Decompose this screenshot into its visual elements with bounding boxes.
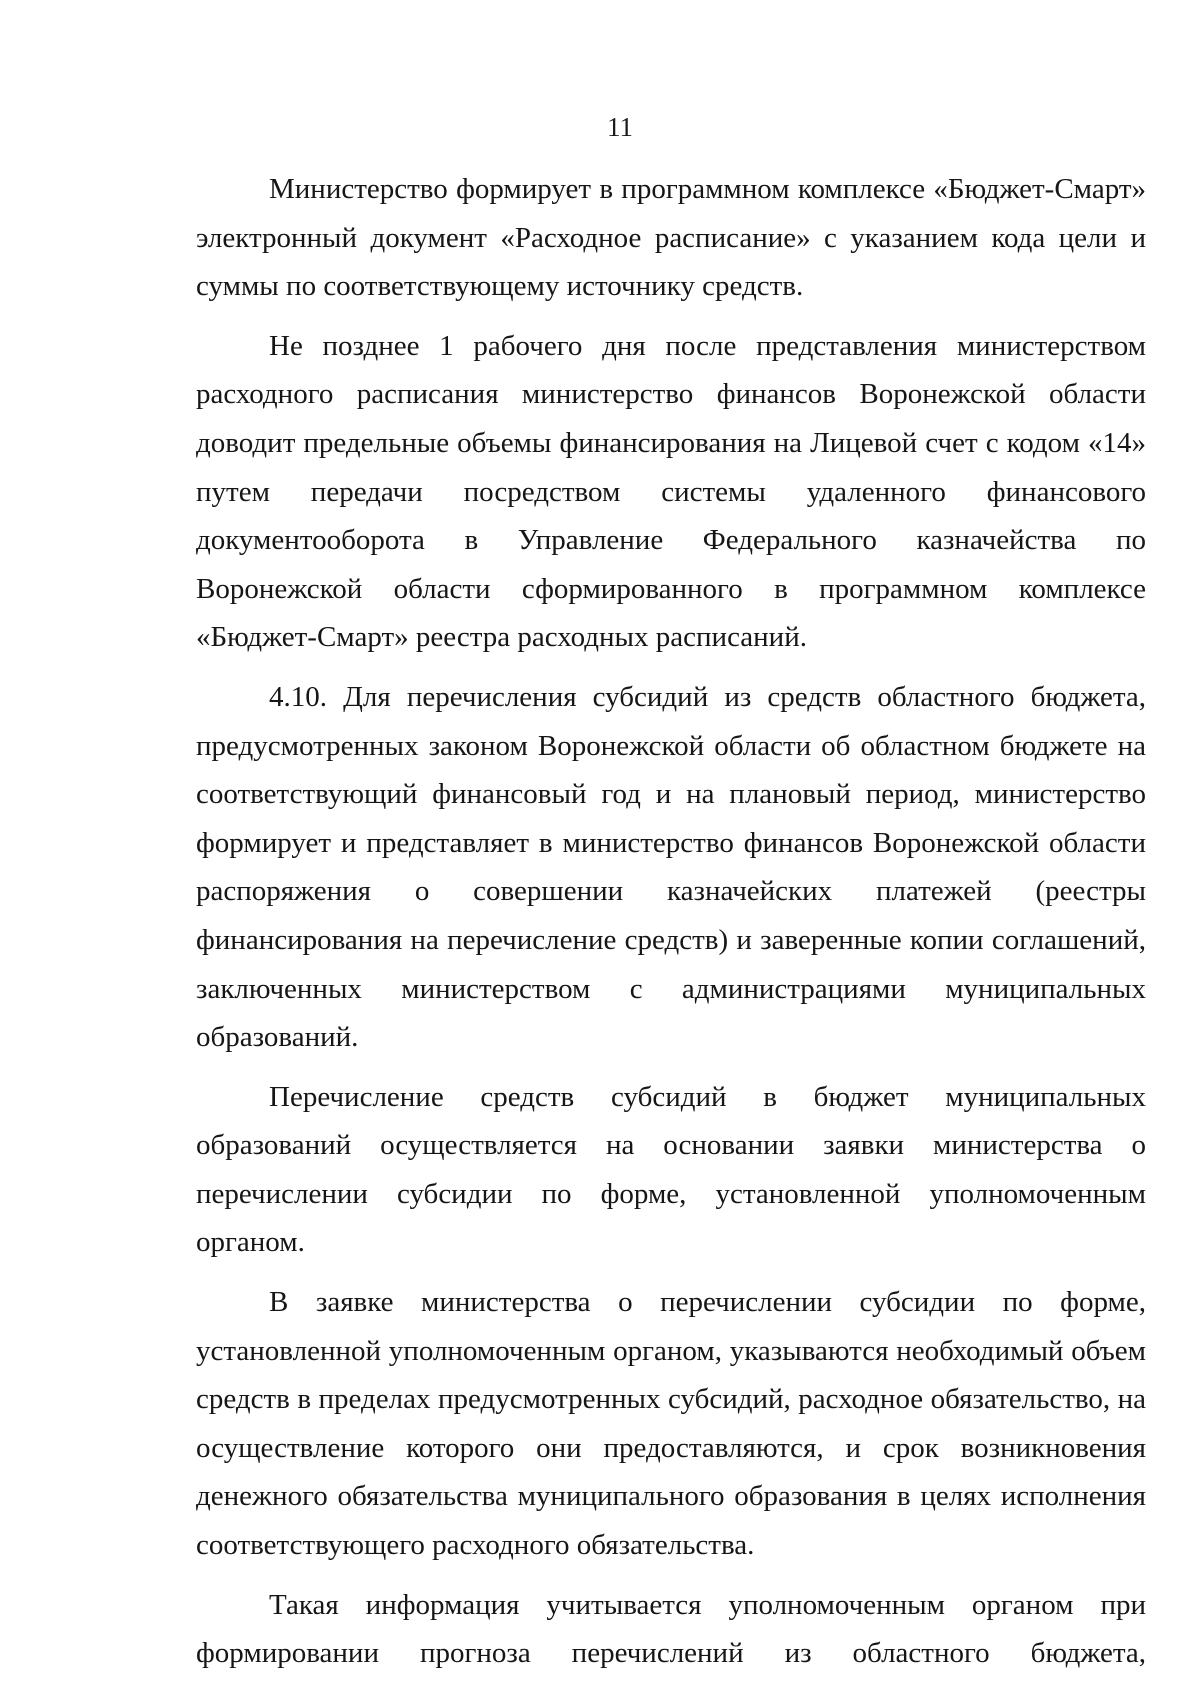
paragraph-application-contents: В заявке министерства о перечислении субсидии по форме, установленной уполномоченным органом, указываются необходимый объем средств в пределах предусмотренных субсидий, расходное обязательство, на осуществление которого они предоставляются, и срок возникновения денежного обязательства муниципального образования в целях исполнения соответствующего расходного обязательства.: [196, 1286, 1146, 1562]
paragraph-budget-smart-schedule: Министерство формирует в программном комплексе «Бюджет-Смарт» электронный документ «Расходное расписание» с указанием кода цели и суммы по соответствующему источнику средств.: [196, 173, 1146, 303]
paragraph-funding-limits: Не позднее 1 рабочего дня после представления министерством расходного расписания министерство финансов Воронежской области доводит предельные объемы финансирования на Лицевой счет с кодом «14» путем передачи посредством системы удаленного финансового документооборота в Управление Федерального казначейства по Воронежской области сформированного в программном комплексе «Бюджет-Смарт» реестра расходных расписаний.: [196, 329, 1146, 654]
page-number: 11: [607, 112, 633, 142]
document-body: [196, 165, 1146, 1678]
paragraph-forecast-continued: Такая информация учитывается уполномоченным органом при формировании прогноза перечислений из областного бюджета,: [196, 1588, 1146, 1670]
paragraph-subsidy-transfer-basis: Перечисление средств субсидий в бюджет муниципальных образований осуществляется на основании заявки министерства о перечислении субсидии по форме, установленной уполномоченным органом.: [196, 1080, 1146, 1259]
paragraph-4-10-subsidy-transfer: 4.10. Для перечисления субсидий из средств областного бюджета, предусмотренных законом Воронежской области об областном бюджете на соответствующий финансовый год и на плановый период, министерство формирует и представляет в министерство финансов Воронежской области распоряжения о совершении казначейских платежей (реестры финансирования на перечисление средств) и заверенные копии соглашений, заключенных министерством с администрациями муниципальных образований.: [196, 680, 1146, 1054]
